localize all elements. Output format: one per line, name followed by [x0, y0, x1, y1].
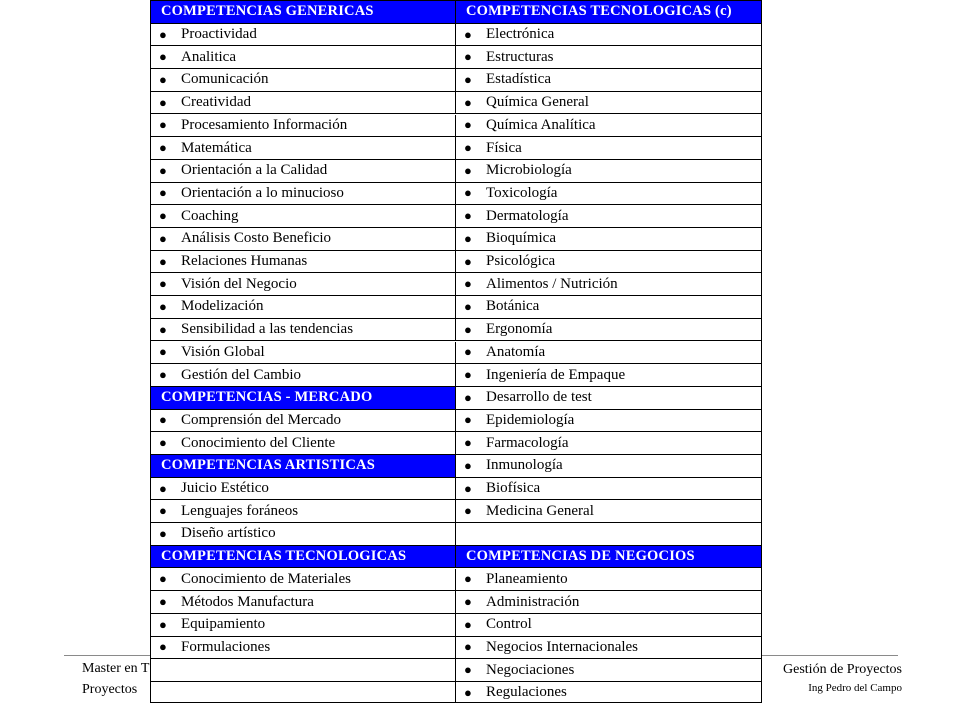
left-list-item [151, 251, 456, 274]
list-item-label: Visión del Negocio [181, 275, 297, 292]
right-list-item [456, 591, 761, 614]
right-list-item [456, 228, 761, 251]
left-list-item [151, 183, 456, 206]
right-list-item [456, 137, 761, 160]
list-item-label: Orientación a la Calidad [181, 162, 328, 179]
bullet-icon: ● [159, 208, 167, 224]
bullet-icon: ● [464, 344, 472, 360]
list-item-label: Electrónica [486, 26, 555, 43]
right-list-item [456, 296, 761, 319]
list-item-label: Toxicología [486, 184, 558, 201]
list-item-label: Desarrollo de test [486, 389, 592, 406]
right-list-item [456, 455, 761, 478]
bullet-icon: ● [159, 525, 167, 541]
right-list-item [456, 500, 761, 523]
list-item-label: Regulaciones [486, 684, 567, 701]
list-item-label: Coaching [181, 207, 239, 224]
footer-left-line1: Master en T [82, 661, 150, 676]
bullet-icon: ● [159, 639, 167, 655]
right-list-item [456, 205, 761, 228]
right-list-item [456, 364, 761, 387]
left-list-item [151, 205, 456, 228]
right-list-item [456, 115, 761, 138]
bullet-icon: ● [159, 367, 167, 383]
bullet-icon: ● [464, 26, 472, 42]
left-list-item [151, 137, 456, 160]
list-item-label: Conocimiento de Materiales [181, 570, 351, 587]
bullet-icon: ● [159, 594, 167, 610]
list-item-label: Negocios Internacionales [486, 638, 639, 655]
list-item-label: Bioquímica [486, 230, 556, 247]
left-list-item [151, 523, 456, 546]
bullet-icon: ● [464, 117, 472, 133]
list-item-label: Física [486, 139, 522, 156]
list-item-label: Estadística [486, 71, 551, 88]
right-list-item [456, 410, 761, 433]
list-item-label: Epidemiología [486, 411, 575, 428]
list-item-label: Creatividad [181, 94, 251, 111]
right-section-header: COMPETENCIAS TECNOLOGICAS (c) [456, 1, 761, 24]
left-list-item [151, 591, 456, 614]
footer-course-title: Gestión de Proyectos [783, 662, 902, 677]
bullet-icon: ● [464, 480, 472, 496]
left-list-item [151, 46, 456, 69]
bullet-icon: ● [464, 639, 472, 655]
right-list-item [456, 478, 761, 501]
list-item-label: Sensibilidad a las tendencias [181, 321, 354, 338]
list-item-label: Gestión del Cambio [181, 366, 301, 383]
list-item-label: Alimentos / Nutrición [486, 275, 618, 292]
bullet-icon: ● [464, 684, 472, 700]
left-list-item [151, 478, 456, 501]
bullet-icon: ● [159, 94, 167, 110]
footer-left [82, 658, 149, 700]
left-section-header: COMPETENCIAS TECNOLOGICAS [151, 546, 456, 569]
list-item-label: Visión Global [181, 343, 265, 360]
right-list-item [456, 183, 761, 206]
right-list-item [456, 251, 761, 274]
left-list-item [151, 319, 456, 342]
bullet-icon: ● [159, 162, 167, 178]
list-item-label: Farmacología [486, 434, 569, 451]
bullet-icon: ● [464, 276, 472, 292]
list-item-label: Microbiología [486, 162, 572, 179]
list-item-label: Equipamiento [181, 616, 266, 633]
left-list-item [151, 24, 456, 47]
left-list-item [151, 342, 456, 365]
bullet-icon: ● [464, 367, 472, 383]
list-item-label: Análisis Costo Beneficio [181, 230, 331, 247]
bullet-icon: ● [159, 26, 167, 42]
bullet-icon: ● [464, 616, 472, 632]
right-list-item [456, 273, 761, 296]
bullet-icon: ● [159, 412, 167, 428]
list-item-label: Lenguajes foráneos [181, 502, 299, 519]
right-list-item [456, 319, 761, 342]
bullet-icon: ● [159, 321, 167, 337]
bullet-icon: ● [464, 162, 472, 178]
list-item-label: Estructuras [486, 48, 554, 65]
list-item-label: Formulaciones [181, 638, 271, 655]
list-item-label: Relaciones Humanas [181, 253, 308, 270]
left-list-item [151, 69, 456, 92]
bullet-icon: ● [464, 140, 472, 156]
list-item-label: Diseño artístico [181, 525, 276, 542]
list-item-label: Negociaciones [486, 661, 575, 678]
bullet-icon: ● [464, 230, 472, 246]
list-item-label: Ergonomía [486, 321, 553, 338]
left-list-item [151, 410, 456, 433]
bullet-icon: ● [159, 480, 167, 496]
bullet-icon: ● [159, 230, 167, 246]
bullet-icon: ● [159, 344, 167, 360]
left-list-item [151, 92, 456, 115]
list-item-label: Inmunología [486, 457, 563, 474]
bullet-icon: ● [159, 49, 167, 65]
left-list-item [151, 160, 456, 183]
bullet-icon: ● [464, 208, 472, 224]
footer-right [783, 660, 902, 696]
bullet-icon: ● [464, 253, 472, 269]
left-empty-cell [151, 682, 456, 703]
list-item-label: Comprensión del Mercado [181, 411, 341, 428]
list-item-label: Analitica [181, 48, 236, 65]
bullet-icon: ● [464, 389, 472, 405]
list-item-label: Modelización [181, 298, 264, 315]
left-list-item [151, 569, 456, 592]
right-list-item [456, 92, 761, 115]
list-item-label: Control [486, 616, 532, 633]
list-item-label: Matemática [181, 139, 252, 156]
bullet-icon: ● [464, 662, 472, 678]
right-list-item [456, 342, 761, 365]
list-item-label: Juicio Estético [181, 480, 269, 497]
left-list-item [151, 637, 456, 660]
bullet-icon: ● [464, 298, 472, 314]
list-item-label: Ingeniería de Empaque [486, 366, 626, 383]
left-list-item [151, 364, 456, 387]
competencies-table [150, 0, 762, 703]
list-item-label: Química General [486, 94, 589, 111]
bullet-icon: ● [159, 571, 167, 587]
right-list-item [456, 614, 761, 637]
left-section-header: COMPETENCIAS GENERICAS [151, 1, 456, 24]
list-item-label: Psicológica [486, 253, 556, 270]
bullet-icon: ● [464, 503, 472, 519]
bullet-icon: ● [159, 140, 167, 156]
left-list-item [151, 432, 456, 455]
list-item-label: Planeamiento [486, 570, 568, 587]
list-item-label: Administración [486, 593, 580, 610]
bullet-icon: ● [159, 71, 167, 87]
right-list-item [456, 24, 761, 47]
right-list-item [456, 69, 761, 92]
right-list-item [456, 387, 761, 410]
left-list-item [151, 115, 456, 138]
right-list-item [456, 160, 761, 183]
bullet-icon: ● [464, 185, 472, 201]
bullet-icon: ● [464, 321, 472, 337]
bullet-icon: ● [464, 71, 472, 87]
bullet-icon: ● [464, 49, 472, 65]
left-list-item [151, 296, 456, 319]
bullet-icon: ● [159, 276, 167, 292]
bullet-icon: ● [159, 503, 167, 519]
right-list-item [456, 432, 761, 455]
right-empty-cell [456, 523, 761, 546]
left-list-item [151, 614, 456, 637]
list-item-label: Dermatología [486, 207, 569, 224]
bullet-icon: ● [159, 117, 167, 133]
list-item-label: Anatomía [486, 343, 546, 360]
right-list-item [456, 659, 761, 682]
left-section-header: COMPETENCIAS - MERCADO [151, 387, 456, 410]
right-list-item [456, 637, 761, 660]
bullet-icon: ● [464, 412, 472, 428]
bullet-icon: ● [464, 594, 472, 610]
bullet-icon: ● [464, 457, 472, 473]
left-list-item [151, 273, 456, 296]
left-empty-cell [151, 659, 456, 682]
bullet-icon: ● [464, 571, 472, 587]
left-list-item [151, 228, 456, 251]
footer-author: Ing Pedro del Campo [808, 682, 902, 694]
right-list-item [456, 682, 761, 703]
list-item-label: Procesamiento Información [181, 116, 348, 133]
bullet-icon: ● [159, 185, 167, 201]
list-item-label: Medicina General [486, 502, 594, 519]
bullet-icon: ● [159, 616, 167, 632]
bullet-icon: ● [464, 435, 472, 451]
bullet-icon: ● [159, 253, 167, 269]
right-section-header: COMPETENCIAS DE NEGOCIOS [456, 546, 761, 569]
bullet-icon: ● [464, 94, 472, 110]
list-item-label: Conocimiento del Cliente [181, 434, 336, 451]
list-item-label: Métodos Manufactura [181, 593, 314, 610]
right-list-item [456, 569, 761, 592]
left-section-header: COMPETENCIAS ARTISTICAS [151, 455, 456, 478]
list-item-label: Química Analítica [486, 116, 596, 133]
list-item-label: Proactividad [181, 26, 257, 43]
list-item-label: Orientación a lo minucioso [181, 184, 344, 201]
list-item-label: Comunicación [181, 71, 269, 88]
bullet-icon: ● [159, 435, 167, 451]
bullet-icon: ● [159, 298, 167, 314]
left-list-item [151, 500, 456, 523]
right-list-item [456, 46, 761, 69]
footer-left-line2: Proyectos [82, 682, 138, 697]
list-item-label: Botánica [486, 298, 540, 315]
list-item-label: Biofísica [486, 480, 541, 497]
